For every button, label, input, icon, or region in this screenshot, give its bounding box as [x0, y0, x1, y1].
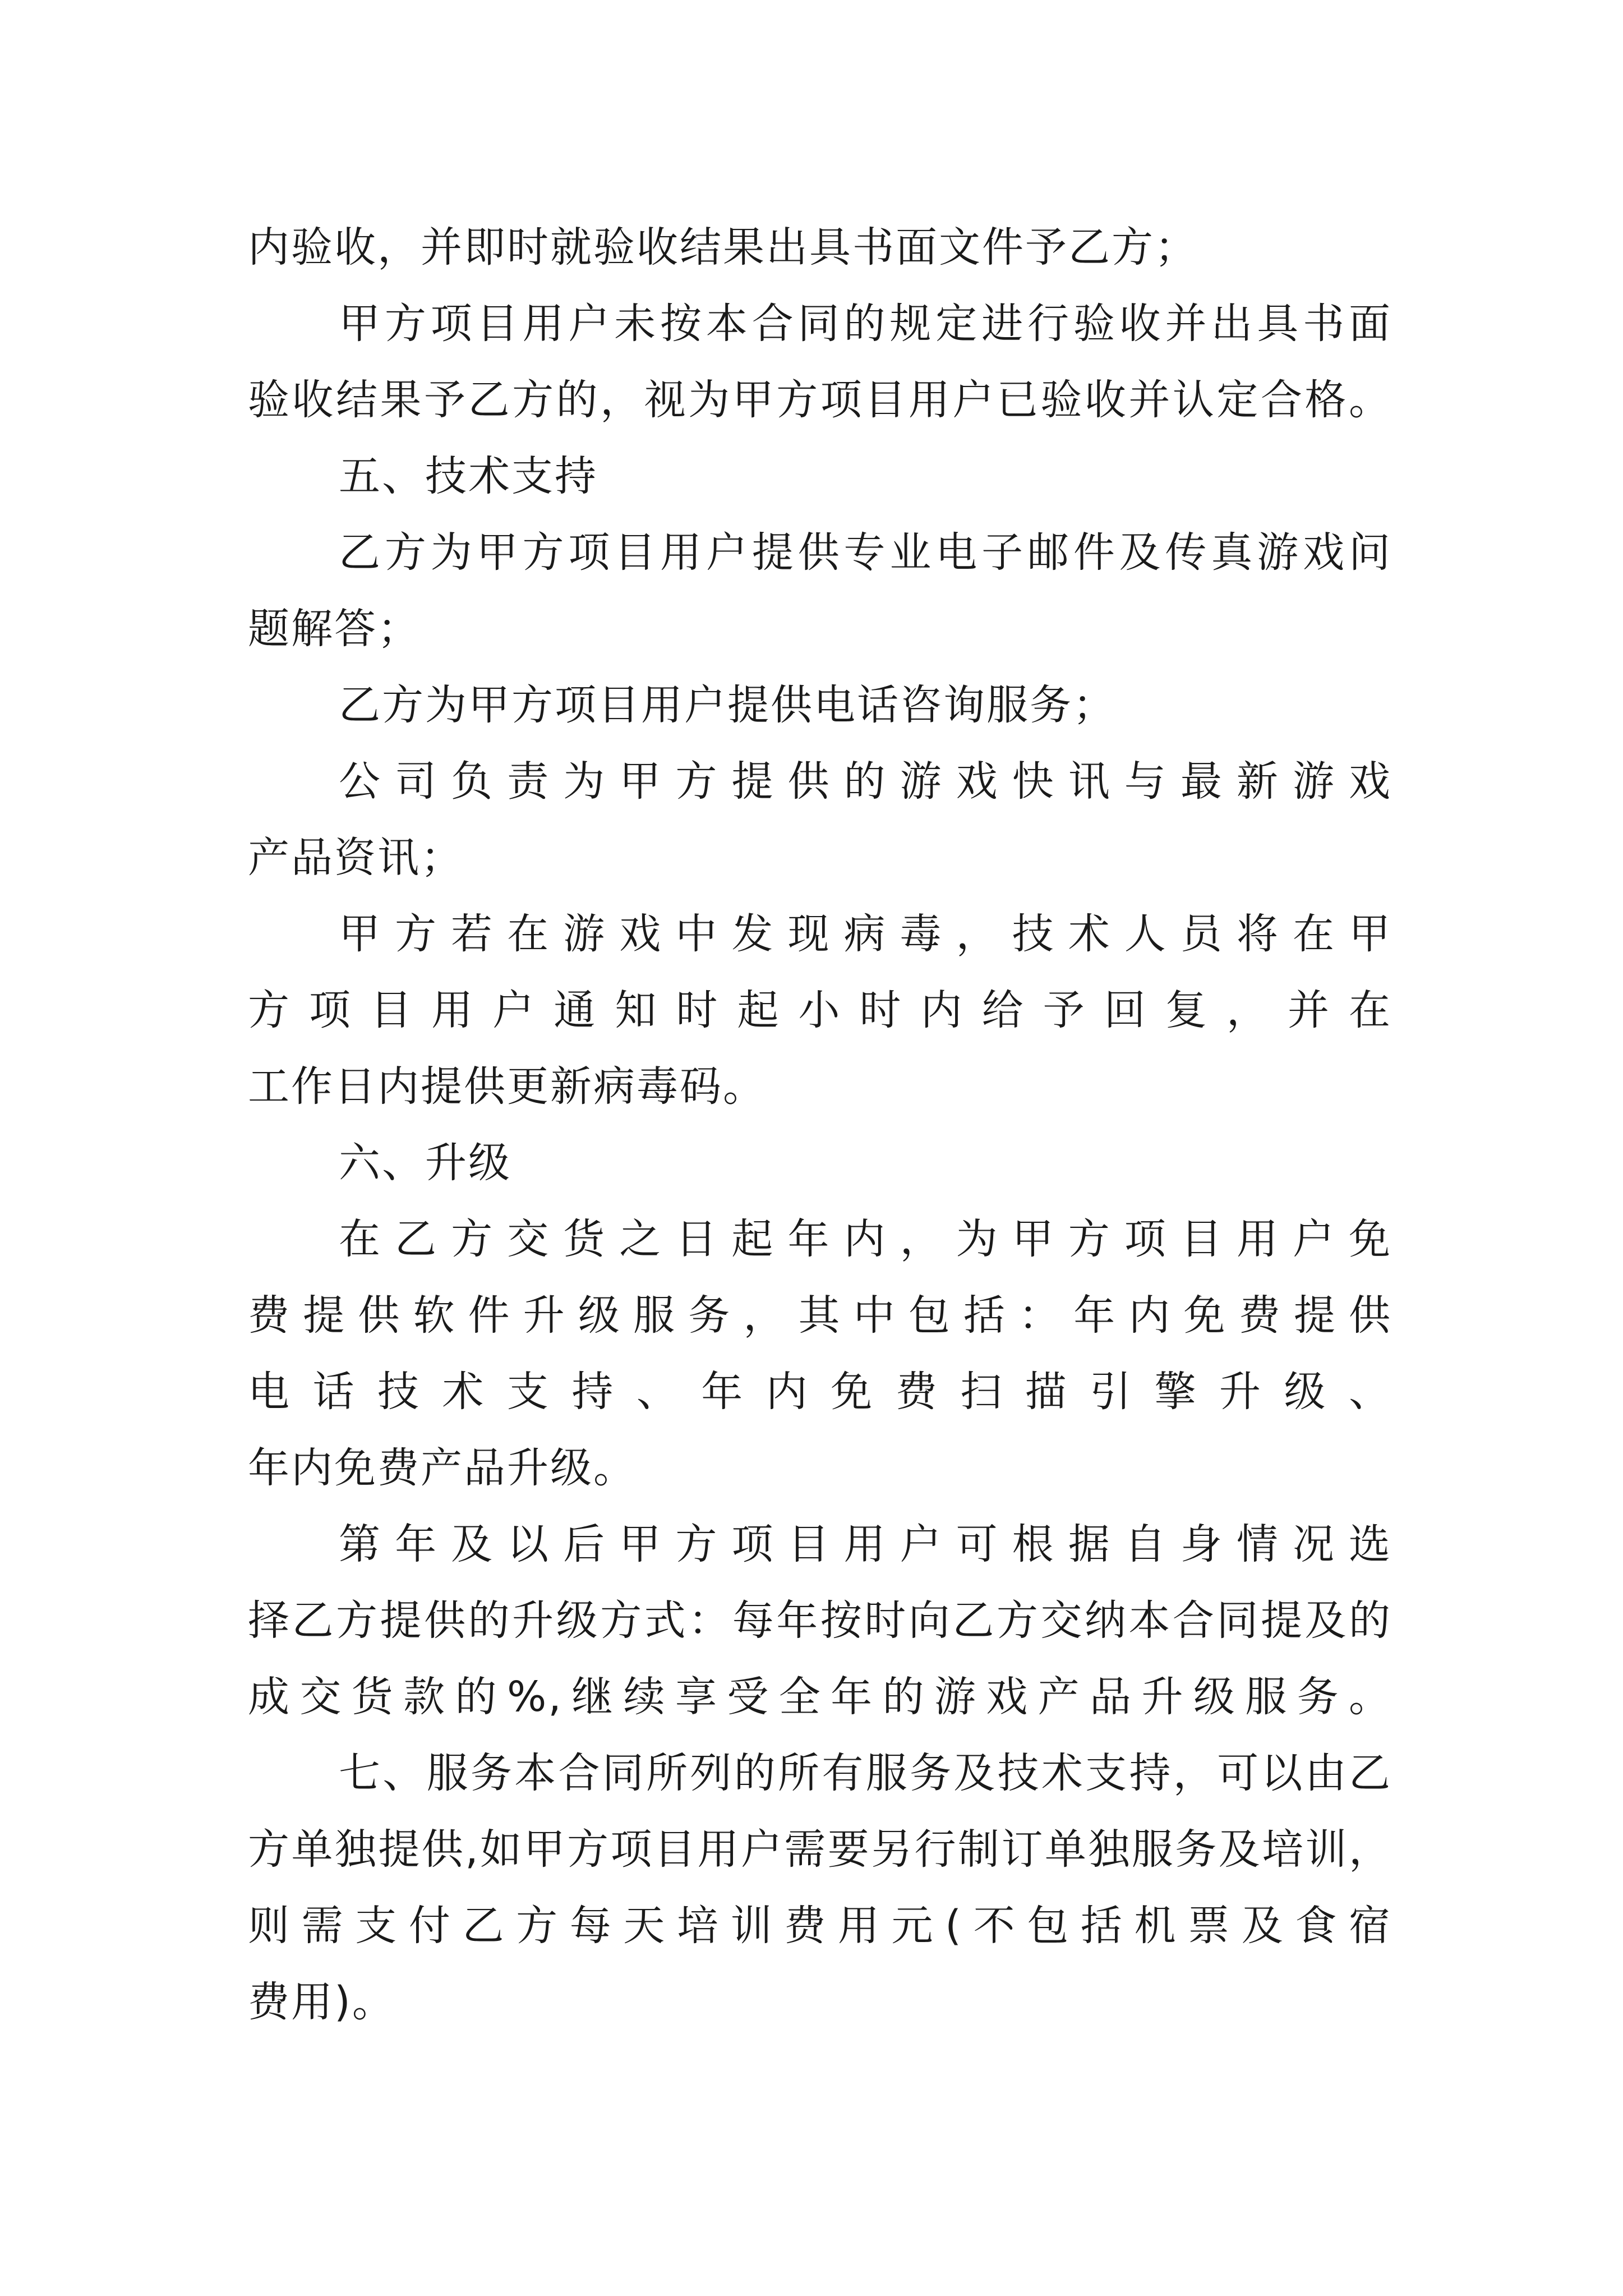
section-heading: 五、技术支持 [339, 452, 598, 500]
paragraph-line: 甲方若在游戏中发现病毒，技术人员将在甲 [339, 910, 1393, 958]
paragraph-line: 内验收，并即时就验收结果出具书面文件予乙方； [248, 223, 1198, 272]
paragraph-line: 方项目用户通知时起小时内给予回复，并在 [248, 986, 1392, 1034]
paragraph-line: 在乙方交货之日起年内，为甲方项目用户免 [339, 1215, 1393, 1263]
paragraph-line: 产品资讯； [248, 834, 464, 882]
paragraph-line: 题解答； [248, 605, 421, 653]
paragraph-line: 电话技术支持、年内免费扫描引擎升级、 [248, 1368, 1393, 1416]
paragraph-line: 工作日内提供更新病毒码。 [248, 1062, 766, 1111]
paragraph-line: 成交货款的%,继续享受全年的游戏产品升级服务。 [248, 1673, 1393, 1721]
section-heading: 七、服务本合同所列的所有服务及技术支持，可以由乙 [339, 1749, 1392, 1797]
paragraph-line: 乙方为甲方项目用户提供电话咨询服务； [339, 681, 1116, 729]
paragraph-line: 费提供软件升级服务，其中包括：年内免费提供 [248, 1291, 1392, 1340]
paragraph-line: 方单独提供,如甲方项目用户需要另行制订单独服务及培训， [248, 1825, 1392, 1874]
paragraph-line: 费用)。 [248, 1978, 395, 2026]
paragraph-line: 则需支付乙方每天培训费用元(不包括机票及食宿 [248, 1902, 1392, 1950]
paragraph-line: 年内免费产品升级。 [248, 1444, 637, 1492]
paragraph-line: 甲方项目用户未按本合同的规定进行验收并出具书面 [339, 300, 1392, 348]
paragraph-line: 乙方为甲方项目用户提供专业电子邮件及传真游戏问 [339, 528, 1392, 577]
paragraph-line: 择乙方提供的升级方式：每年按时向乙方交纳本合同提及的 [248, 1596, 1392, 1645]
paragraph-line: 第年及以后甲方项目用户可根据自身情况选 [339, 1520, 1393, 1568]
section-heading: 六、升级 [339, 1139, 511, 1187]
paragraph-line: 公司负责为甲方提供的游戏快讯与最新游戏 [339, 757, 1392, 806]
paragraph-line: 验收结果予乙方的，视为甲方项目用户已验收并认定合格。 [248, 376, 1392, 424]
